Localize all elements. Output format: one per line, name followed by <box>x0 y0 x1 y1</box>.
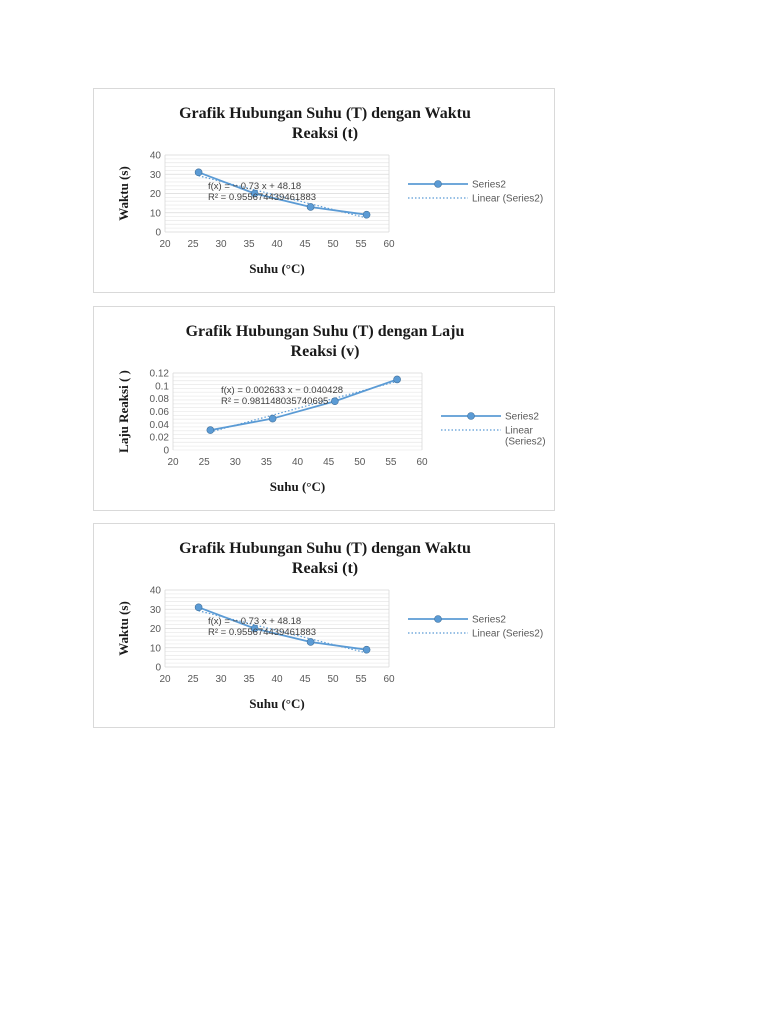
legend-series-marker <box>468 413 475 420</box>
x-axis-title: Suhu (°C) <box>249 696 305 711</box>
x-tick-label: 25 <box>187 239 199 250</box>
data-point <box>307 638 314 645</box>
x-tick-label: 55 <box>385 457 397 468</box>
y-tick-label: 40 <box>149 585 161 597</box>
chart-1 <box>93 88 555 293</box>
chart-svg <box>94 307 556 512</box>
x-tick-label: 45 <box>323 457 335 468</box>
data-point <box>331 398 338 405</box>
x-tick-label: 20 <box>167 457 179 468</box>
chart-title-line: Reaksi (v) <box>290 343 360 360</box>
x-tick-label: 55 <box>355 674 367 685</box>
r-squared: R² = 0.955674439461883 <box>208 627 317 638</box>
x-tick-label: 20 <box>159 674 171 685</box>
x-tick-label: 45 <box>299 674 311 685</box>
y-tick-label: 20 <box>149 624 161 635</box>
legend-series-marker <box>435 616 442 623</box>
data-point <box>363 646 370 653</box>
x-axis-title: Suhu (°C) <box>249 261 305 276</box>
r-squared: R² = 0.955674439461883 <box>208 192 317 203</box>
y-tick-label: 0.04 <box>149 419 169 431</box>
x-tick-label: 30 <box>215 239 227 250</box>
y-tick-label: 0.08 <box>149 394 169 406</box>
y-axis-title: Laju Reaksi ( ) <box>116 370 131 453</box>
legend-series-marker <box>435 181 442 188</box>
chart-svg <box>94 89 556 294</box>
trendline-equation: f(x) = − 0.73 x + 48.18 <box>208 181 302 192</box>
x-tick-label: 55 <box>355 239 367 250</box>
y-tick-label: 0 <box>155 227 161 239</box>
chart-title-line: Grafik Hubungan Suhu (T) dengan Laju <box>185 323 465 340</box>
y-axis-title: Waktu (s) <box>116 601 131 656</box>
x-axis-title: Suhu (°C) <box>269 479 326 494</box>
legend-linear-label: Linear <box>505 425 533 437</box>
chart-title-line: Reaksi (t) <box>291 560 359 577</box>
x-tick-label: 35 <box>260 457 272 468</box>
x-tick-label: 20 <box>159 239 171 250</box>
legend-series-label: Series2 <box>472 614 506 626</box>
x-tick-label: 50 <box>327 239 339 250</box>
data-point <box>195 169 202 176</box>
legend-linear-label: (Series2) <box>505 436 546 448</box>
legend-series-label: Series2 <box>472 179 506 191</box>
trendline-equation: f(x) = − 0.73 x + 48.18 <box>208 616 302 627</box>
y-tick-label: 30 <box>149 604 161 616</box>
x-tick-label: 40 <box>271 239 283 250</box>
y-tick-label: 0.02 <box>149 432 169 444</box>
x-tick-label: 60 <box>383 674 395 685</box>
data-point <box>363 211 370 218</box>
data-point <box>307 203 314 210</box>
y-tick-label: 30 <box>149 169 161 181</box>
legend-series-label: Series2 <box>505 411 539 423</box>
y-tick-label: 20 <box>149 189 161 200</box>
trendline-equation: f(x) = 0.002633 x − 0.040428 <box>221 385 344 396</box>
chart-2 <box>93 306 555 511</box>
y-tick-label: 40 <box>149 150 161 162</box>
x-tick-label: 35 <box>243 674 255 685</box>
y-tick-label: 10 <box>149 643 161 655</box>
x-tick-label: 35 <box>243 239 255 250</box>
y-tick-label: 0.1 <box>155 381 169 393</box>
chart-title-line: Grafik Hubungan Suhu (T) dengan Waktu <box>179 540 471 557</box>
y-tick-label: 0.06 <box>149 407 169 418</box>
x-tick-label: 60 <box>416 457 428 468</box>
chart-title-line: Reaksi (t) <box>291 125 359 142</box>
x-tick-label: 50 <box>354 457 366 468</box>
data-point <box>207 427 214 434</box>
x-tick-label: 40 <box>291 457 304 468</box>
x-tick-label: 45 <box>299 239 311 250</box>
y-tick-label: 0.12 <box>149 368 169 380</box>
x-tick-label: 40 <box>271 674 283 685</box>
x-tick-label: 30 <box>215 674 227 685</box>
chart-title-line: Grafik Hubungan Suhu (T) dengan Waktu <box>179 105 471 122</box>
x-tick-label: 30 <box>229 457 241 468</box>
y-tick-label: 10 <box>149 208 161 220</box>
x-tick-label: 25 <box>187 674 199 685</box>
data-point <box>394 376 401 383</box>
y-tick-label: 0 <box>155 662 161 674</box>
y-axis-title: Waktu (s) <box>116 166 131 221</box>
y-tick-label: 0 <box>163 445 169 457</box>
data-point <box>195 604 202 611</box>
data-point <box>269 415 276 422</box>
chart-svg <box>94 524 556 729</box>
r-squared: R² = 0.981148035740695 <box>221 396 329 407</box>
x-tick-label: 25 <box>198 457 210 468</box>
chart-3 <box>93 523 555 728</box>
x-tick-label: 60 <box>383 239 395 250</box>
legend-linear-label: Linear (Series2) <box>472 628 544 640</box>
x-tick-label: 50 <box>327 674 339 685</box>
legend-linear-label: Linear (Series2) <box>472 193 544 205</box>
